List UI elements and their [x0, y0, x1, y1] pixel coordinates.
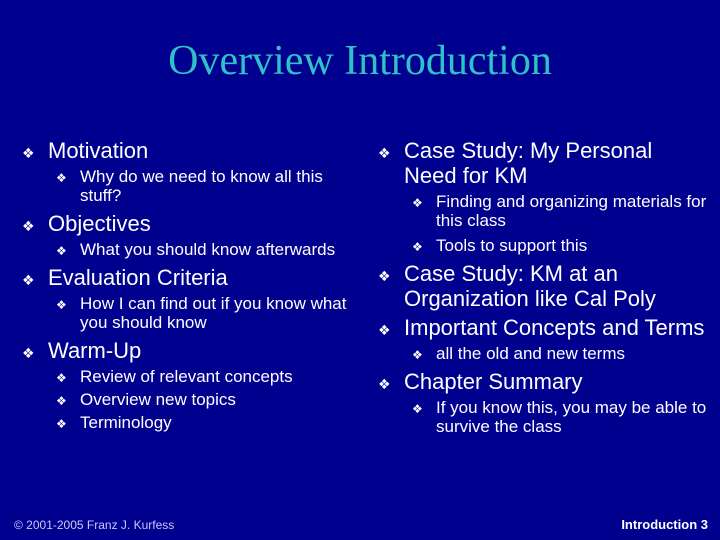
sub-bullet-item	[378, 398, 708, 436]
bullet-item	[22, 138, 352, 163]
bullet-label: Case Study: KM at an Organization like Cal Poly	[404, 261, 656, 311]
diamond-bullet-icon: ❖	[22, 146, 35, 162]
bullet-label: Evaluation Criteria	[48, 265, 228, 290]
page-footer	[621, 517, 708, 532]
sub-bullet-item	[378, 344, 708, 363]
bullet-item	[378, 138, 708, 188]
sub-bullet-label: What you should know afterwards	[80, 240, 336, 259]
diamond-bullet-icon: ❖	[56, 394, 67, 408]
bullet-label: Chapter Summary	[404, 369, 583, 394]
diamond-bullet-icon: ❖	[412, 240, 423, 254]
diamond-bullet-icon: ❖	[412, 196, 423, 210]
diamond-bullet-icon: ❖	[56, 244, 67, 258]
bullet-item	[22, 265, 352, 290]
page-number: 3	[700, 517, 708, 532]
sub-bullet-item	[22, 167, 352, 205]
bullet-item	[22, 211, 352, 236]
diamond-bullet-icon: ❖	[22, 346, 35, 362]
diamond-bullet-icon: ❖	[378, 269, 391, 285]
diamond-bullet-icon: ❖	[378, 377, 391, 393]
sub-bullet-item	[22, 367, 352, 386]
right-column	[378, 138, 708, 442]
sub-bullet-item	[22, 413, 352, 432]
diamond-bullet-icon: ❖	[378, 323, 391, 339]
sub-bullet-label: Review of relevant concepts	[80, 367, 293, 386]
diamond-bullet-icon: ❖	[56, 298, 67, 312]
left-column	[22, 138, 352, 438]
sub-bullet-item	[22, 240, 352, 259]
bullet-label: Warm-Up	[48, 338, 142, 363]
sub-bullet-label: If you know this, you may be able to survive the class	[436, 398, 707, 436]
sub-bullet-label: Why do we need to know all this stuff?	[80, 167, 323, 205]
sub-bullet-item	[378, 236, 708, 255]
bullet-item	[22, 338, 352, 363]
bullet-label: Case Study: My Personal Need for KM	[404, 138, 653, 188]
section-label: Introduction	[621, 517, 698, 532]
bullet-label: Motivation	[48, 138, 149, 163]
bullet-item	[378, 261, 708, 311]
diamond-bullet-icon: ❖	[412, 348, 423, 362]
sub-bullet-item	[22, 294, 352, 332]
diamond-bullet-icon: ❖	[56, 371, 67, 385]
bullet-label: Objectives	[48, 211, 151, 236]
diamond-bullet-icon: ❖	[378, 146, 391, 162]
diamond-bullet-icon: ❖	[412, 402, 423, 416]
sub-bullet-item	[22, 390, 352, 409]
sub-bullet-label: How I can find out if you know what you should know	[80, 294, 347, 332]
sub-bullet-label: Tools to support this	[436, 236, 588, 255]
diamond-bullet-icon: ❖	[22, 273, 35, 289]
sub-bullet-item	[378, 192, 708, 230]
copyright-footer: © 2001-2005 Franz J. Kurfess	[14, 518, 175, 532]
diamond-bullet-icon: ❖	[56, 171, 67, 185]
sub-bullet-label: all the old and new terms	[436, 344, 625, 363]
bullet-label: Important Concepts and Terms	[404, 315, 705, 340]
bullet-item	[378, 315, 708, 340]
sub-bullet-label: Overview new topics	[80, 390, 236, 409]
diamond-bullet-icon: ❖	[22, 219, 35, 235]
slide-title: Overview Introduction	[168, 38, 552, 84]
bullet-item	[378, 369, 708, 394]
sub-bullet-label: Terminology	[80, 413, 172, 432]
diamond-bullet-icon: ❖	[56, 417, 67, 431]
sub-bullet-label: Finding and organizing materials for this class	[436, 192, 707, 230]
